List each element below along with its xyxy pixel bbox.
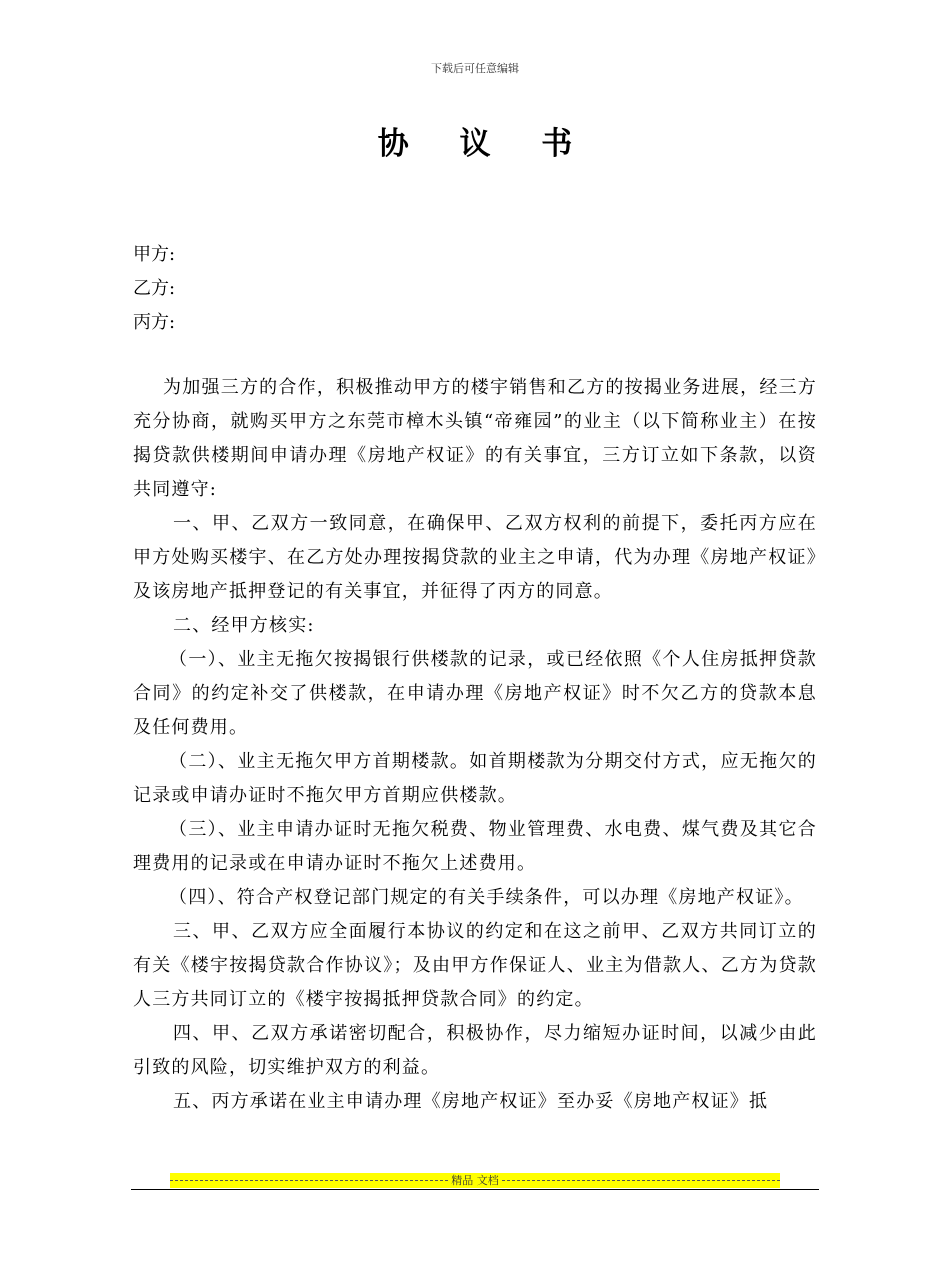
- footer-dash-left: [170, 1180, 448, 1181]
- clause-1: 一、甲、乙双方一致同意，在确保甲、乙双方权利的前提下，委托丙方应在甲方处购买楼宇、在乙方处办理按揭贷款的业主之申请，代为办理《房地产权证》及该房地产抵押登记的有关事宜，并征得了丙方的同意。: [133, 513, 817, 602]
- header-note: 下载后可任意编辑: [431, 62, 519, 75]
- clause-2-heading: 二、经甲方核实:: [173, 615, 315, 636]
- page-title: 协 议 书: [377, 126, 593, 162]
- footer-highlight-bar: [170, 1173, 780, 1188]
- footer-dash-right: [502, 1180, 780, 1181]
- agreement-body: [133, 371, 817, 1119]
- preamble-paragraph: 为加强三方的合作，积极推动甲方的楼宇销售和乙方的按揭业务进展，经三方充分协商，就购买甲方之东莞市樟木头镇“帝雍园”的业主（以下简称业主）在按揭贷款供楼期间申请办理《房地产权证》的有关事宜，三方订立如下条款，以资共同遵守:: [133, 377, 817, 500]
- clause-2-item-2: （二）、业主无拖欠甲方首期楼款。如首期楼款为分期交付方式，应无拖欠的记录或申请办证时不拖欠甲方首期应供楼款。: [133, 751, 817, 806]
- clause-3: 三、甲、乙双方应全面履行本协议的约定和在这之前甲、乙双方共同订立的有关《楼宇按揭贷款合作协议》；及由甲方作保证人、业主为借款人、乙方为贷款人三方共同订立的《楼宇按揭抵押贷款合同》的约定。: [133, 921, 817, 1010]
- clause-5: 五、丙方承诺在业主申请办理《房地产权证》至办妥《房地产权证》抵: [173, 1091, 769, 1112]
- parties-block: [133, 238, 175, 340]
- party-a-label: 甲方:: [133, 244, 176, 265]
- footer-label: 精品 文档: [451, 1174, 499, 1187]
- party-c-label: 丙方:: [133, 312, 176, 333]
- footer-divider: [131, 1189, 819, 1190]
- party-b-label: 乙方:: [133, 278, 176, 299]
- clause-2-item-4: （四）、符合产权登记部门规定的有关手续条件，可以办理《房地产权证》。: [169, 887, 804, 908]
- clause-4: 四、甲、乙双方承诺密切配合，积极协作，尽力缩短办证时间，以减少由此引致的风险，切实维护双方的利益。: [133, 1023, 817, 1078]
- clause-2-item-3: （三）、业主申请办证时无拖欠税费、物业管理费、水电费、煤气费及其它合理费用的记录或在申请办证时不拖欠上述费用。: [133, 819, 817, 874]
- clause-2-item-1: （一）、业主无拖欠按揭银行供楼款的记录，或已经依照《个人住房抵押贷款合同》的约定补交了供楼款，在申请办理《房地产权证》时不欠乙方的贷款本息及任何费用。: [133, 649, 817, 738]
